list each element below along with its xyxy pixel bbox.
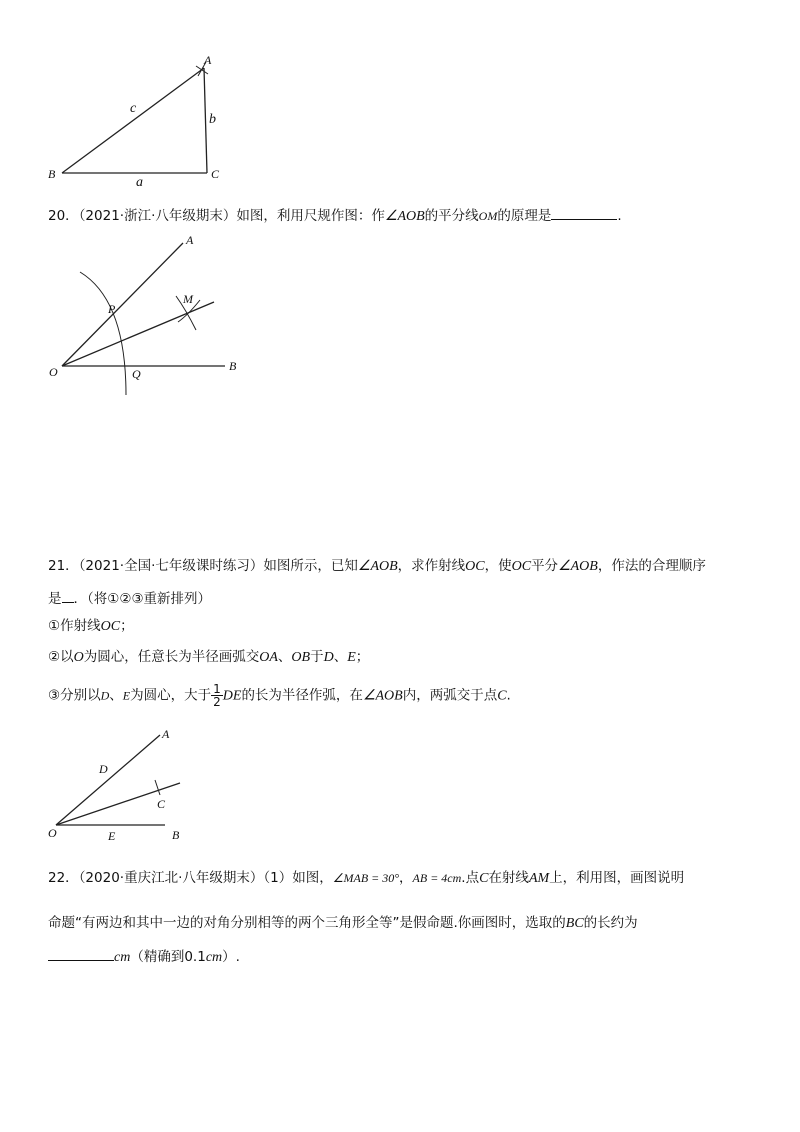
q21-step3-c: 为圆心，大于 <box>130 687 212 704</box>
q21-step3-DE: DE <box>222 688 242 704</box>
q20-label-B: B <box>229 359 237 373</box>
q22-text-7: ）. <box>222 949 240 965</box>
q21-ray-1: OC <box>465 559 485 574</box>
q21-step3-E: E <box>122 688 131 703</box>
q21-label-D: D <box>99 762 108 776</box>
question-22-line-1 <box>48 869 684 888</box>
q22-text-5: 上，利用图，画图说明 <box>549 870 685 886</box>
q21-step3-angle: ∠AOB <box>362 688 403 704</box>
q21-step2-d: 于 <box>310 649 324 665</box>
q21-label-O: O <box>48 826 57 840</box>
q22-unit-1: cm <box>114 950 131 965</box>
q22-text-1: （1）如图， <box>263 870 333 886</box>
q22-ab: AB = 4cm <box>412 871 462 885</box>
question-22-line-2 <box>48 914 638 933</box>
question-22-line-3 <box>48 946 240 967</box>
q21-text-6b: ．（将①②③重新排列） <box>73 591 212 607</box>
q20-label-P: P <box>108 302 116 316</box>
q20-text-3: 的原理是 <box>497 208 552 224</box>
q21-step1-ray: OC <box>100 619 121 634</box>
q21-text-4: 平分 <box>531 558 559 574</box>
q21-source: （2021·全国·七年级课时练习） <box>78 558 264 574</box>
q20-text-1: 如图，利用尺规作图：作 <box>236 208 385 224</box>
q21-number: 21． <box>48 558 79 574</box>
q22-line-2b: 的长约为 <box>583 915 638 931</box>
q21-step2-OB: OB <box>291 650 311 665</box>
q21-step1-end: ； <box>120 618 134 634</box>
q21-step2-O: O <box>73 650 84 665</box>
q22-text-4: 在射线 <box>488 870 529 886</box>
q22-line-2-text: 命题“有两边和其中一边的对角分别相等的两个三角形全等”是假命题.你画图时，选取的 <box>48 915 566 931</box>
q21-step1-text: ①作射线 <box>48 618 101 634</box>
q22-answer-blank[interactable] <box>48 946 114 961</box>
q21-label-B: B <box>172 828 180 842</box>
q22-BC: BC <box>565 916 584 931</box>
q21-angle-2: ∠AOB <box>558 559 598 574</box>
q21-text-5: ，作法的合理顺序 <box>597 558 706 574</box>
q21-step2-E: E <box>347 650 356 665</box>
q21-label-C: C <box>157 797 166 811</box>
q21-angle-1: ∠AOB <box>357 559 398 574</box>
q20-label-M: M <box>183 292 193 306</box>
q21-ray-2: OC <box>511 559 532 574</box>
q21-step2-e: 、 <box>333 649 348 665</box>
q22-text-2: ， <box>399 870 413 886</box>
q21-step3-D: D <box>100 688 110 703</box>
q22-ray: AM <box>528 871 550 886</box>
q21-step3-d: 的长为半径作弧，在 <box>241 687 363 704</box>
q20-end: . <box>617 208 622 224</box>
q21-text-1: 如图所示，已知 <box>263 558 358 574</box>
q21-step2-D: D <box>323 650 334 665</box>
q21-step2-f: ； <box>355 649 370 665</box>
triangle-label-B: B <box>48 167 56 181</box>
triangle-label-c: c <box>130 101 137 116</box>
q21-step2-a: ②以 <box>48 649 74 665</box>
q22-source: （2020·重庆江北·八年级期末） <box>78 870 264 886</box>
q21-step3-e: 内，两弧交于点 <box>402 687 498 704</box>
q20-text-2: 的平分线 <box>424 208 479 224</box>
q21-text-6: 是 <box>48 591 62 607</box>
q21-step3-f: . <box>506 687 511 704</box>
q20-angle: ∠AOB <box>384 209 425 224</box>
q21-text-3: ，使 <box>484 558 512 574</box>
q22-number: 22． <box>48 870 79 886</box>
q21-text-2: ，求作射线 <box>397 558 466 574</box>
q20-label-O: O <box>49 365 58 379</box>
triangle-label-b: b <box>209 112 216 127</box>
fraction-numerator: 1 <box>213 682 221 696</box>
q22-unit-2: cm <box>205 950 223 965</box>
q21-step2-b: 为圆心，任意长为半径画弧交 <box>83 649 260 665</box>
q20-source: （2021·浙江·八年级期末） <box>78 208 237 224</box>
q21-step3-a: ③分别以 <box>48 687 101 704</box>
triangle-label-C: C <box>211 167 220 181</box>
q22-point-C: C <box>479 871 489 886</box>
q21-label-E: E <box>108 829 116 843</box>
q21-step2-OA: OA <box>259 650 278 665</box>
q20-label-A: A <box>186 233 194 247</box>
q21-step2-c: 、 <box>277 649 292 665</box>
q20-label-Q: Q <box>132 367 141 381</box>
triangle-label-a: a <box>136 175 143 190</box>
q22-angle: ∠MAB = 30° <box>332 871 400 885</box>
q20-line: OM <box>478 209 498 223</box>
q21-step3-C: C <box>497 688 507 704</box>
triangle-label-A: A <box>204 53 212 67</box>
fraction-denominator: 2 <box>213 695 221 709</box>
q22-text-3: .点 <box>461 870 480 886</box>
q21-step3-b: 、 <box>109 687 123 704</box>
q20-number: 20． <box>48 208 79 224</box>
q21-label-A: A <box>162 727 170 741</box>
q22-text-6: （精确到0.1 <box>130 949 206 965</box>
